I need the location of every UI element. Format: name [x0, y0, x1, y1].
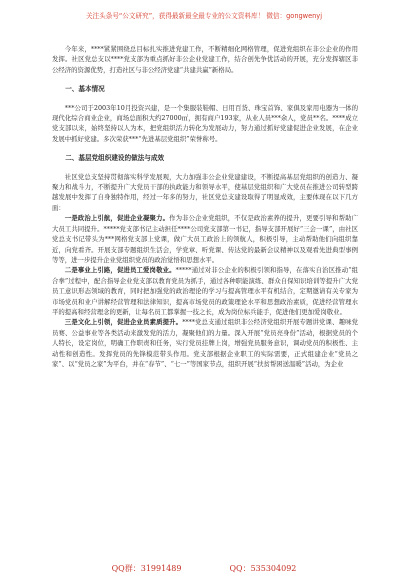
basic-info-paragraph: ***公司于2003年10月投资兴建，是一个集服装鞋帽、日用百货、珠宝首饰、家俱及家用电器为一体的现代化综合商业企业，商场总面积大约27000㎡，拥有商户193家，从业人员***余人，党员**名。****成立党支部以来，始终坚持以人为本，把党组织活力转化为发展动力，努力通过抓好党建促进企业发展，在企业发展中抓好党建。多次荣获***“先进基层党组织”荣誉称号。 — [52, 103, 358, 143]
qq-group-number: QQ群：31991489 — [111, 564, 182, 573]
item3-lead: 三是文化上引领，促进企业员素质提升。 — [64, 318, 183, 327]
footer-contact — [0, 563, 408, 574]
header-banner: 关注头条号“公文研究”，获得最新最全最专业的公文资料库！ 微信：gongwenyj — [85, 12, 323, 20]
intro-paragraph: 今年来，****紧紧围绕总目标扎实推进党建工作，不断精细化网格管理，促进党组织在非公企业的作用发挥。社区党总支以****党支部为重点抓好非公企业党建工作，结合创先争优活动的开展，充分发挥辖区非公经济的资源优势，打造社区与非公经济党建“共建共赢”新格局。 — [52, 45, 358, 74]
section-heading-basic: 一、基本情况 — [65, 85, 105, 94]
item3-text: ****党总支通过组织非公经济党组织开展专题讲党课、趣味党员赛、公益事业等各类活动来激发党的活力，凝聚他们的力量。深入开展“党员亮身份”活动，根据党员的个人特长，设定岗位，明确工作职责和任务，实行党员挂牌上岗，增强党员服务意识，调动党员的积极性、主动性和创造性。发挥党员的先锋模范带头作用。党支部根据企业职工的实际需要，正式组建企业“党员之家”、以“党员之家”为平台，并在“春节”、“七一”等国家节点，组织开展“扶贫帮困送温暖”活动，为企业 — [52, 318, 359, 368]
document-body — [52, 44, 358, 369]
method-paragraph: 社区党总支坚持贯彻落实科学发展观，大力加强非公企业党建建设，不断提高基层党组织的创造力、凝聚力和战斗力，不断提升广大党员干部的执政能力和领导水平，使基层党组织和广大党员在推进公司转型跨越发展中发挥了自身独特作用，经过一年多的努力，社区党总支建设取得了明显成效，主要体现在以下几方面： — [52, 172, 358, 212]
item2-paragraph — [52, 265, 358, 317]
item3-paragraph — [52, 317, 358, 369]
item1-lead: 一是政治上引航，促进企业凝聚力。 — [64, 214, 170, 223]
item1-text: 作为非公企业党组织，不仅是政治素养的提升，更要引导和帮助广大员工共同提升。*****党支部书记主动担任****公司党支部第一书记，指导支部开展好“三会一课”，由社区党总支书记带头为***网格党支部上党课，做广大员工政治上的领航人，积极引导，主动帮助他们向组织靠近，向党看齐。开展支部专题组织生活会，学党章、听党课、传达党的最新会议精神以及观看先进典型事例等等，进一步提升企业党组织党员的政治觉悟和思想水平。 — [52, 214, 359, 264]
item2-lead: 二是事业上引路，促进员工爱岗敬业。 — [64, 266, 176, 275]
item2-text: *****通过对非公企业的积极引领和指导，在落实自治区推动“组合拳”过程中，配合指导企业党支部以教育党员为抓手，通过各种职能演练、群众自保知识培训等提升广大党员工意识形态领域的教育，同时把加强党的政治理论的学习与提高管理水平有机结合，定期邀请有关专家为市场党员和业户讲解经营管理和法律知识，提高市场党员的政策理论水平和思想政治素质，促进经营管理水平的提高和经营理念的更新，让每名员工都掌握一技之长，成为岗位标兵能手，促进他们更加爱岗敬业。 — [52, 266, 359, 316]
item1-paragraph — [52, 213, 358, 265]
section-heading-method: 二、基层党组织建设的做法与成效 — [65, 154, 165, 163]
qq-number: QQ：535304092 — [229, 564, 297, 573]
